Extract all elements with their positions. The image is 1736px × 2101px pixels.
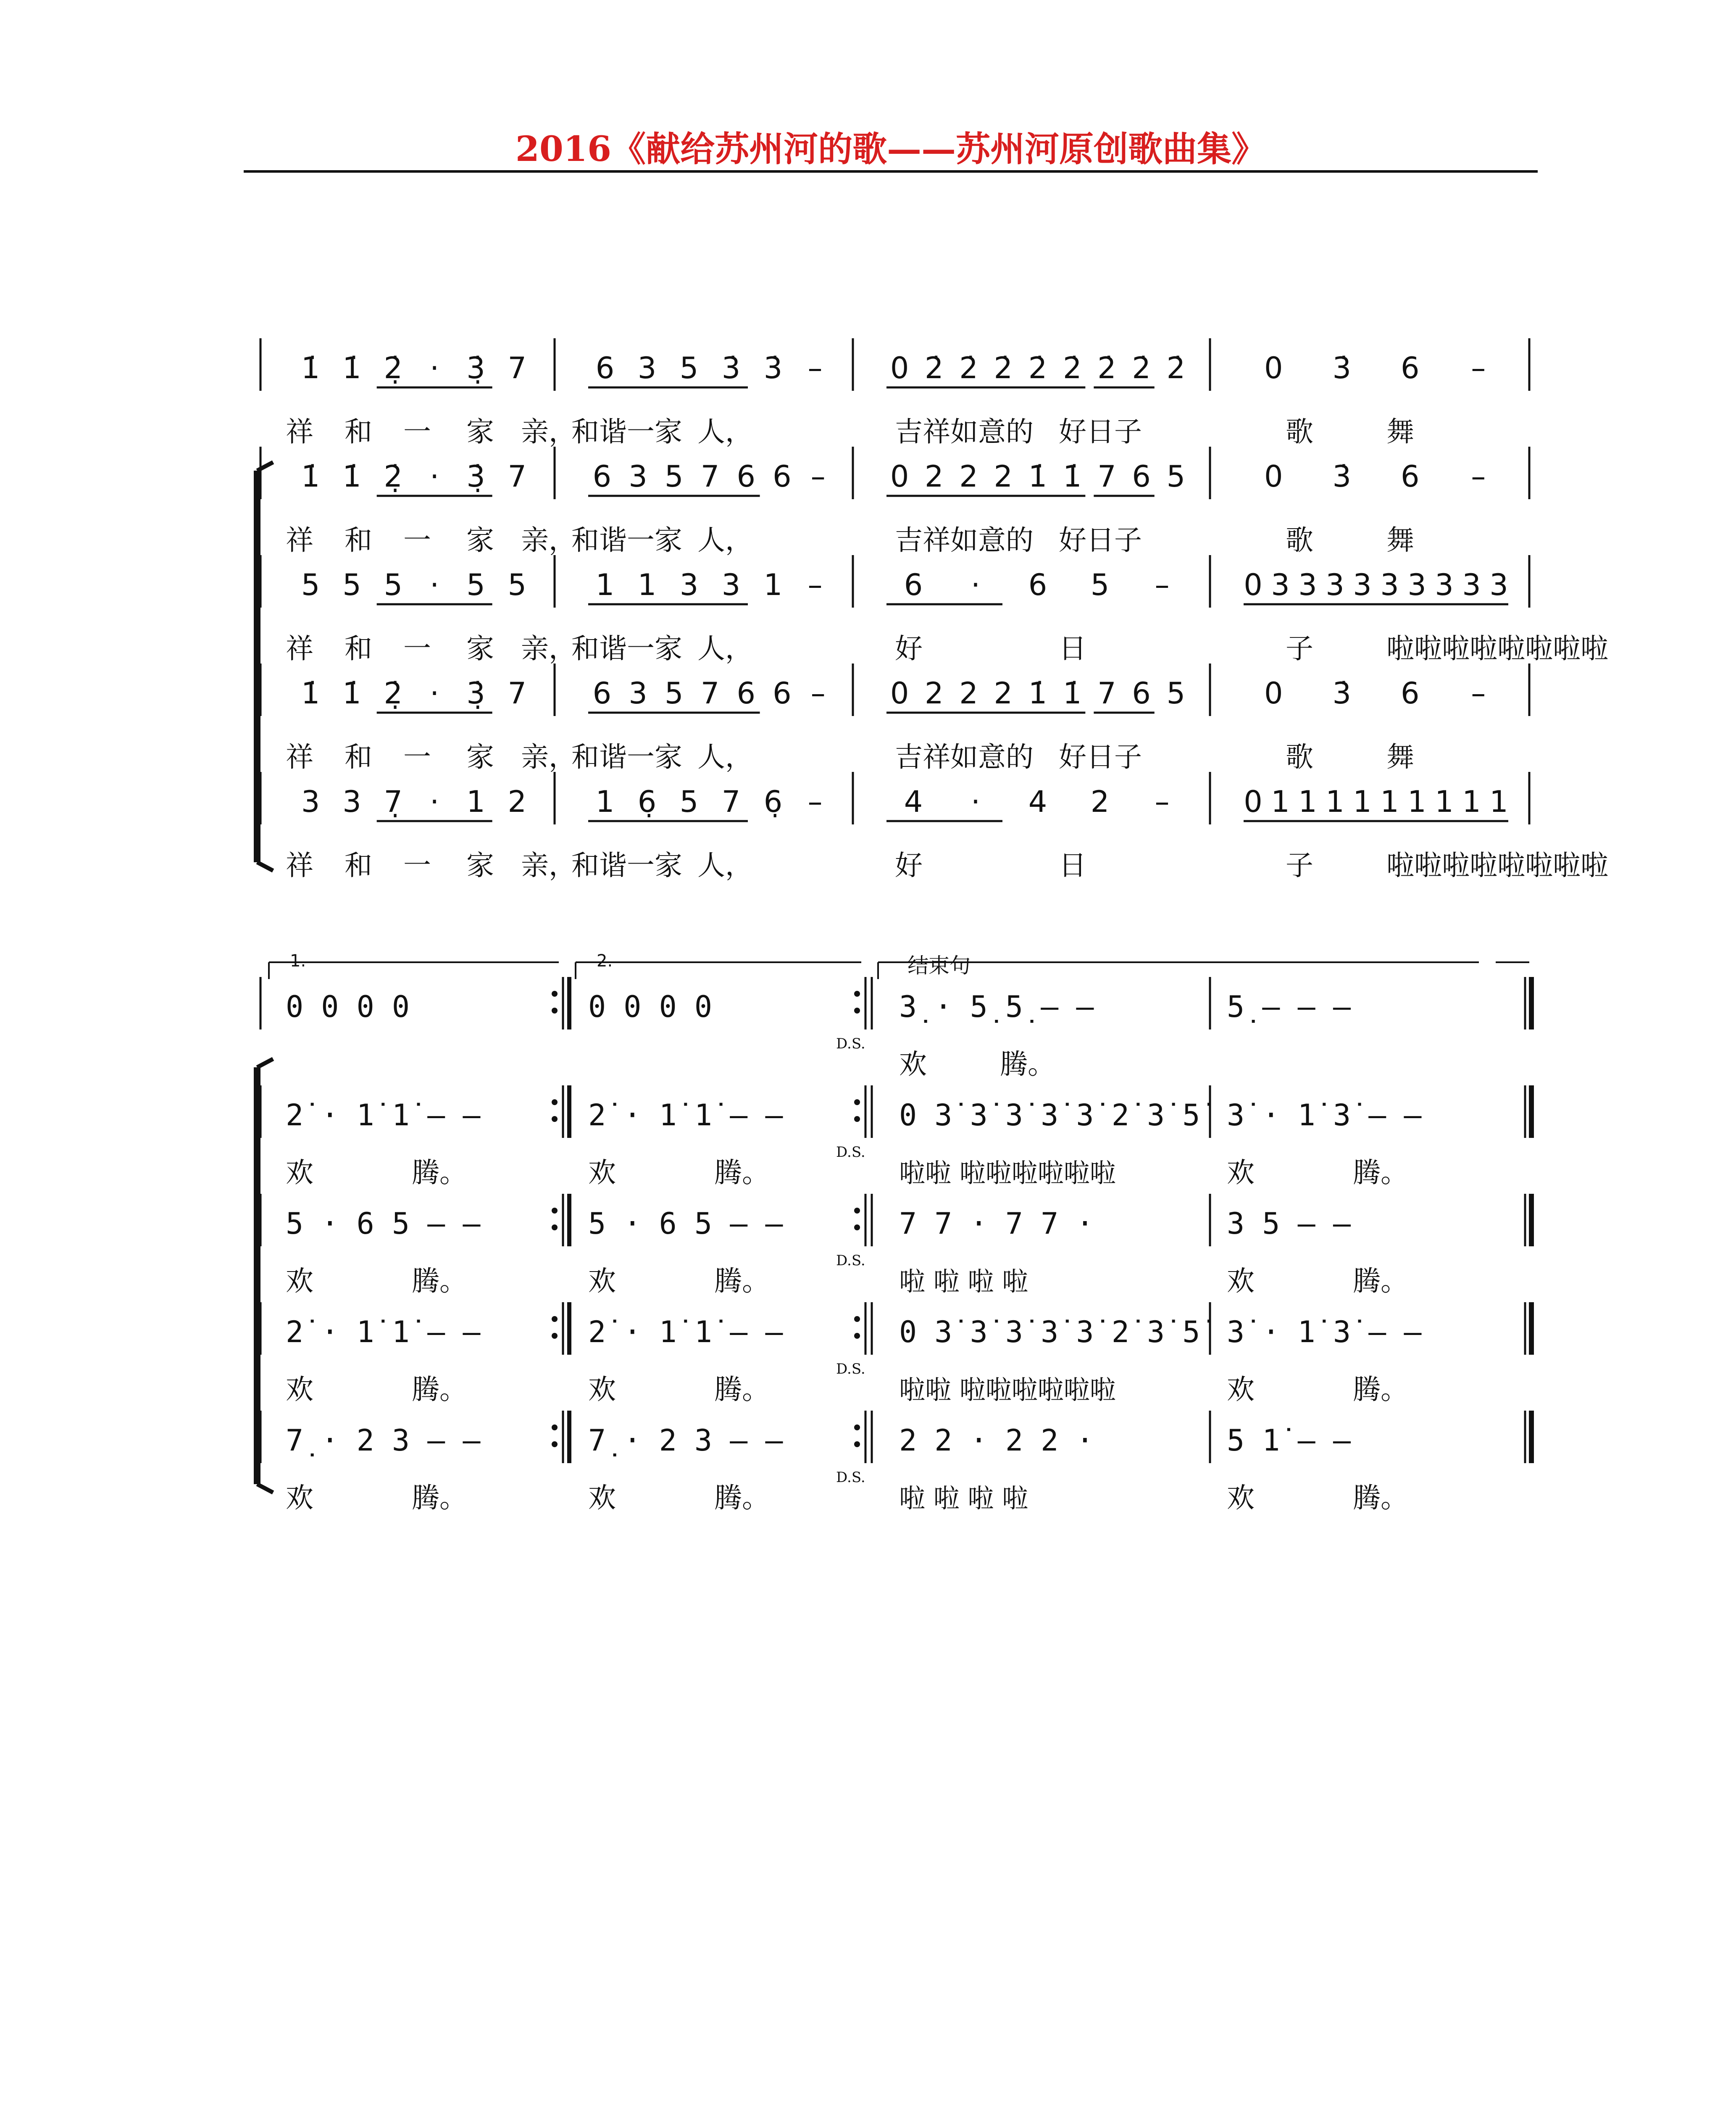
note: 1 (1435, 785, 1454, 819)
note: · (430, 351, 439, 385)
lyric: 腾。 (1353, 1265, 1408, 1297)
note: 2 (959, 676, 978, 711)
note: 5 (1166, 676, 1186, 711)
lyric: 祥 (286, 741, 313, 773)
lyric: 欢 (1227, 1156, 1255, 1189)
note: 5 (384, 568, 403, 602)
note: 1̇ (1028, 459, 1047, 494)
repeat-dot (552, 1008, 558, 1014)
repeat-dot (552, 1224, 558, 1230)
lyric: 好日子 (1059, 416, 1142, 448)
lyric: 吉祥如意的 (895, 524, 1034, 556)
ds-marking: D.S. (836, 1361, 865, 1377)
note: 1 (1298, 785, 1317, 819)
lyric: 一 (403, 416, 431, 448)
note: 4 (1028, 785, 1047, 819)
note: 2̇ (1028, 351, 1047, 385)
repeat-dot (552, 1333, 558, 1339)
note: – (810, 459, 826, 494)
repeat-dot (552, 1099, 558, 1105)
note: 6 (1400, 676, 1420, 711)
note: 3 (1489, 568, 1508, 602)
lyric: 日 (1059, 849, 1086, 882)
note-group: 7̣ · 2 3 – – (588, 1423, 783, 1458)
note: 3 (1435, 568, 1454, 602)
note: 5 (679, 351, 699, 385)
lyric: 人， (697, 849, 753, 882)
note-group: 2̇ · 1̇ 1̇ – – (286, 1098, 481, 1132)
lyric: 啦 啦 啦 啦 (899, 1483, 1028, 1514)
note: 1 (595, 785, 615, 819)
note: 1 (637, 568, 657, 602)
note-group: 0 3̇ 3̇ 3̇ 3̇ 3̇ 2̇ 3̇ 5̇ (899, 1315, 1200, 1349)
lyric: 好 (895, 632, 923, 665)
lyric: 腾。 (412, 1482, 467, 1514)
note: 3 (1298, 568, 1317, 602)
lyric: 欢 (588, 1156, 616, 1189)
note: 2̇ (994, 351, 1013, 385)
note: 1 (1462, 785, 1481, 819)
note: 2̇ (1063, 351, 1082, 385)
lyric: 亲， (521, 524, 576, 556)
note: 6 (1400, 351, 1420, 385)
note: 7 (508, 459, 527, 494)
note: 0 (890, 459, 909, 494)
ds-marking: D.S. (836, 1144, 865, 1161)
lyric: 子 (1286, 632, 1313, 665)
note: 3̣̇ (466, 676, 485, 711)
note: 0 (1264, 676, 1283, 711)
note: 1 (595, 568, 615, 602)
note: 7 (1097, 676, 1116, 711)
lyric: 亲， (521, 416, 576, 448)
note: 6 (736, 676, 755, 711)
lyric: 啦啦 啦啦啦啦啦啦 (899, 1158, 1116, 1188)
note: 6 (773, 676, 792, 711)
lyric: 腾。 (1000, 1048, 1055, 1080)
note-group: 3̇ · 1̇ 3̇ – – (1227, 1315, 1422, 1349)
lyric: 和 (345, 849, 372, 882)
note: 2 (925, 676, 944, 711)
lyric: 欢 (286, 1373, 313, 1406)
note-group: 5 · 6 5 – – (588, 1206, 783, 1241)
lyric: 腾。 (412, 1373, 467, 1406)
lyric: 欢 (588, 1373, 616, 1406)
note-group: 0 3̇ 3̇ 3̇ 3̇ 3̇ 2̇ 3̇ 5̇ (899, 1098, 1200, 1132)
note: · (971, 568, 981, 602)
lyric: 腾。 (1353, 1482, 1408, 1514)
note-group: 3̣ · 5̣ 5̣ – – (899, 990, 1094, 1024)
note: – (1155, 785, 1170, 819)
lyric: 腾。 (412, 1265, 467, 1297)
repeat-dot (854, 1008, 860, 1014)
note: 3 (1380, 568, 1399, 602)
note: 2 (959, 459, 978, 494)
note: 3 (1326, 568, 1344, 602)
lyric: 欢 (588, 1265, 616, 1297)
lyric: 祥 (286, 632, 313, 665)
ds-marking: D.S. (836, 1252, 865, 1269)
note-group: 2̇ · 1̇ 1̇ – – (286, 1315, 481, 1349)
note: 3 (629, 676, 647, 711)
lyric: 亲， (521, 632, 576, 665)
lyric: 和谐一家 (571, 632, 682, 665)
lyric: 祥 (286, 849, 313, 882)
lyric: 祥 (286, 524, 313, 556)
lyric: 腾。 (1353, 1373, 1408, 1406)
repeat-dot (854, 1116, 860, 1122)
note: 2̣̇ (384, 459, 403, 494)
collection-title: 2016《献给苏州河的歌——苏州河原创歌曲集》 (515, 129, 1266, 169)
note-group: 0 0 0 0 (588, 990, 713, 1024)
note: 3 (1462, 568, 1481, 602)
note: 3 (1271, 568, 1290, 602)
note: – (810, 676, 826, 711)
repeat-dot (552, 1208, 558, 1214)
lyric: 一 (403, 632, 431, 665)
note: 3 (1407, 568, 1426, 602)
lyric: 祥 (286, 416, 313, 448)
note: 3̇ (721, 351, 741, 385)
repeat-dot (552, 1116, 558, 1122)
note-group: 7̣ · 2 3 – – (286, 1423, 481, 1458)
note: 6 (592, 676, 612, 711)
note: 0 (1244, 785, 1263, 819)
repeat-dot (854, 1099, 860, 1105)
note: 2 (994, 459, 1013, 494)
note: 2 (508, 785, 527, 819)
note: · (430, 459, 439, 494)
note: 5 (1166, 459, 1186, 494)
note: 3̇ (1332, 676, 1352, 711)
note-group: 5̣ – – – (1227, 990, 1351, 1024)
note: · (430, 676, 439, 711)
note: 1 (1271, 785, 1290, 819)
repeat-dot (854, 1424, 860, 1430)
note: 6 (736, 459, 755, 494)
lyric: 舞 (1386, 416, 1414, 448)
note: 1̇ (301, 459, 320, 494)
note-group: 5 1̇ – – (1227, 1423, 1351, 1458)
lyric: 家 (466, 741, 494, 773)
lyric: 和 (345, 416, 372, 448)
note: 6 (904, 568, 923, 602)
note: 3̇ (1332, 459, 1352, 494)
lyric: 腾。 (714, 1156, 770, 1189)
note: 1 (1407, 785, 1426, 819)
note: 3 (629, 459, 647, 494)
note-group: 2̇ · 1̇ 1̇ – – (588, 1098, 783, 1132)
note: 2̇ (959, 351, 978, 385)
lyric: 啦啦 啦啦啦啦啦啦 (899, 1374, 1116, 1405)
note: – (808, 568, 823, 602)
repeat-dot (552, 1441, 558, 1447)
note: 1 (1380, 785, 1399, 819)
note: – (1155, 568, 1170, 602)
note: 6 (773, 459, 792, 494)
lyric: 欢 (286, 1156, 313, 1189)
repeat-dot (854, 1333, 860, 1339)
note: 5 (301, 568, 320, 602)
note: 5 (665, 676, 684, 711)
note: 5 (679, 785, 699, 819)
note: 5 (466, 568, 485, 602)
note: 5 (1090, 568, 1110, 602)
note: 1 (1326, 785, 1344, 819)
note: 5 (508, 568, 527, 602)
coda-label: 结束句 (907, 953, 971, 978)
note: 2̇ (1097, 351, 1116, 385)
repeat-dot (552, 1424, 558, 1430)
lyric: 腾。 (714, 1482, 770, 1514)
note: 3 (721, 568, 741, 602)
note-group: 7 7 · 7 7 · (899, 1206, 1094, 1241)
note: – (808, 785, 823, 819)
repeat-dot (854, 1224, 860, 1230)
lyric: 欢 (588, 1482, 616, 1514)
lyric: 欢 (1227, 1373, 1255, 1406)
lyric: 歌 (1286, 416, 1313, 448)
repeat-dot (854, 1316, 860, 1322)
lyric: 啦啦啦啦啦啦啦啦 (1386, 632, 1608, 665)
lyric: 一 (403, 524, 431, 556)
note: 1̇ (1063, 676, 1082, 711)
lyric: 好 (895, 849, 923, 882)
note: 5 (665, 459, 684, 494)
note: 1 (1489, 785, 1508, 819)
lyric: 亲， (521, 849, 576, 882)
lyric: 腾。 (1353, 1156, 1408, 1189)
note: 3̇ (763, 351, 783, 385)
note: 3̇ (1332, 351, 1352, 385)
note: 2̇ (1132, 351, 1151, 385)
lyric: 好日子 (1059, 741, 1142, 773)
note: 6̣ (763, 785, 783, 819)
volta-1-label: 1. (290, 951, 306, 971)
note: 7 (721, 785, 741, 819)
note: 6 (595, 351, 615, 385)
note: 3̣̇ (466, 351, 485, 385)
note: 1̇ (301, 351, 320, 385)
note: 0 (1264, 459, 1283, 494)
lyric: 人， (697, 741, 753, 773)
bracket-hook-bottom (257, 862, 273, 871)
lyric: 欢 (1227, 1482, 1255, 1514)
note: 3̣̇ (466, 459, 485, 494)
note: 1 (466, 785, 485, 819)
lyric: 欢 (286, 1482, 313, 1514)
lyric: 腾。 (714, 1265, 770, 1297)
note: 7 (700, 676, 720, 711)
lyric: 日 (1059, 632, 1086, 665)
lyric: 欢 (286, 1265, 313, 1297)
note: 7̣ (384, 785, 403, 819)
lyric: 亲， (521, 741, 576, 773)
note: – (808, 351, 823, 385)
repeat-dot (854, 991, 860, 997)
note: 4 (904, 785, 923, 819)
lyric: 家 (466, 632, 494, 665)
lyric: 人， (697, 524, 753, 556)
lyric: 和 (345, 632, 372, 665)
lyric: 人， (697, 632, 753, 665)
note: – (1471, 351, 1486, 385)
note: 2̇ (925, 351, 944, 385)
note-group: 2 2 · 2 2 · (899, 1423, 1094, 1458)
bracket2-hook-top (257, 1059, 273, 1067)
note: 2 (994, 676, 1013, 711)
lyric: 子 (1286, 849, 1313, 882)
lyric: 腾。 (412, 1156, 467, 1189)
volta-2-label: 2. (597, 951, 613, 971)
note: 3 (1353, 568, 1372, 602)
lyric: 和谐一家 (571, 849, 682, 882)
note: 1 (763, 568, 783, 602)
note: 1 (1353, 785, 1372, 819)
note: 2̇ (1166, 351, 1186, 385)
lyric: 和 (345, 741, 372, 773)
note: 3 (301, 785, 320, 819)
repeat-dot (854, 1441, 860, 1447)
note-group: 2̇ · 1̇ 1̇ – – (588, 1315, 783, 1349)
note: 3 (679, 568, 699, 602)
note: 2̣̇ (384, 351, 403, 385)
lyric: 吉祥如意的 (895, 741, 1034, 773)
note: 6 (1028, 568, 1047, 602)
lyric: 啦啦啦啦啦啦啦啦 (1386, 849, 1608, 882)
repeat-dot (854, 1208, 860, 1214)
note: 1̇ (342, 351, 361, 385)
note: 7 (508, 676, 527, 711)
lyric: 人， (697, 416, 753, 448)
lyric: 一 (403, 741, 431, 773)
note: 3 (342, 785, 361, 819)
bracket2-hook-bottom (257, 1484, 273, 1493)
note: 7 (1097, 459, 1116, 494)
note: 6 (1132, 676, 1151, 711)
lyric: 家 (466, 524, 494, 556)
note: – (1471, 676, 1486, 711)
note-group: 5 · 6 5 – – (286, 1206, 481, 1241)
lyric: 欢 (1227, 1265, 1255, 1297)
lyric: 好日子 (1059, 524, 1142, 556)
note: 1̇ (1063, 459, 1082, 494)
lyric: 欢 (899, 1048, 927, 1080)
note: – (1471, 459, 1486, 494)
note: 2 (925, 459, 944, 494)
note: · (971, 785, 981, 819)
lyric: 啦 啦 啦 啦 (899, 1266, 1028, 1297)
lyric: 歌 (1286, 524, 1313, 556)
lyric: 家 (466, 849, 494, 882)
note: · (430, 785, 439, 819)
lyric: 吉祥如意的 (895, 416, 1034, 448)
lyric: 舞 (1386, 741, 1414, 773)
note: 7 (700, 459, 720, 494)
note: 6̣ (637, 785, 657, 819)
lyric: 一 (403, 849, 431, 882)
lyric: 和谐一家 (571, 524, 682, 556)
note: 0 (1244, 568, 1263, 602)
note: 1̇ (1028, 676, 1047, 711)
note: 6 (1132, 459, 1151, 494)
lyric: 和谐一家 (571, 741, 682, 773)
note: 3 (637, 351, 657, 385)
note: · (430, 568, 439, 602)
repeat-dot (552, 991, 558, 997)
lyric: 腾。 (714, 1373, 770, 1406)
note-group: 3 5 – – (1227, 1206, 1351, 1241)
note: 6 (592, 459, 612, 494)
lyric: 歌 (1286, 741, 1313, 773)
note: 0 (890, 351, 909, 385)
repeat-dot (552, 1316, 558, 1322)
ds-marking: D.S. (836, 1035, 865, 1052)
ds-marking: D.S. (836, 1469, 865, 1486)
lyric: 和 (345, 524, 372, 556)
note: 1̇ (301, 676, 320, 711)
note: 1̇ (342, 676, 361, 711)
note: 0 (890, 676, 909, 711)
note: 2 (1090, 785, 1110, 819)
note: 6 (1400, 459, 1420, 494)
note: 1̇ (342, 459, 361, 494)
note-group: 0 0 0 0 (286, 990, 410, 1024)
lyric: 舞 (1386, 524, 1414, 556)
note-group: 3̇ · 1̇ 3̇ – – (1227, 1098, 1422, 1132)
note: 7 (508, 351, 527, 385)
note: 5 (342, 568, 361, 602)
note: 0 (1264, 351, 1283, 385)
lyric: 家 (466, 416, 494, 448)
lyric: 和谐一家 (571, 416, 682, 448)
note: 2̣̇ (384, 676, 403, 711)
